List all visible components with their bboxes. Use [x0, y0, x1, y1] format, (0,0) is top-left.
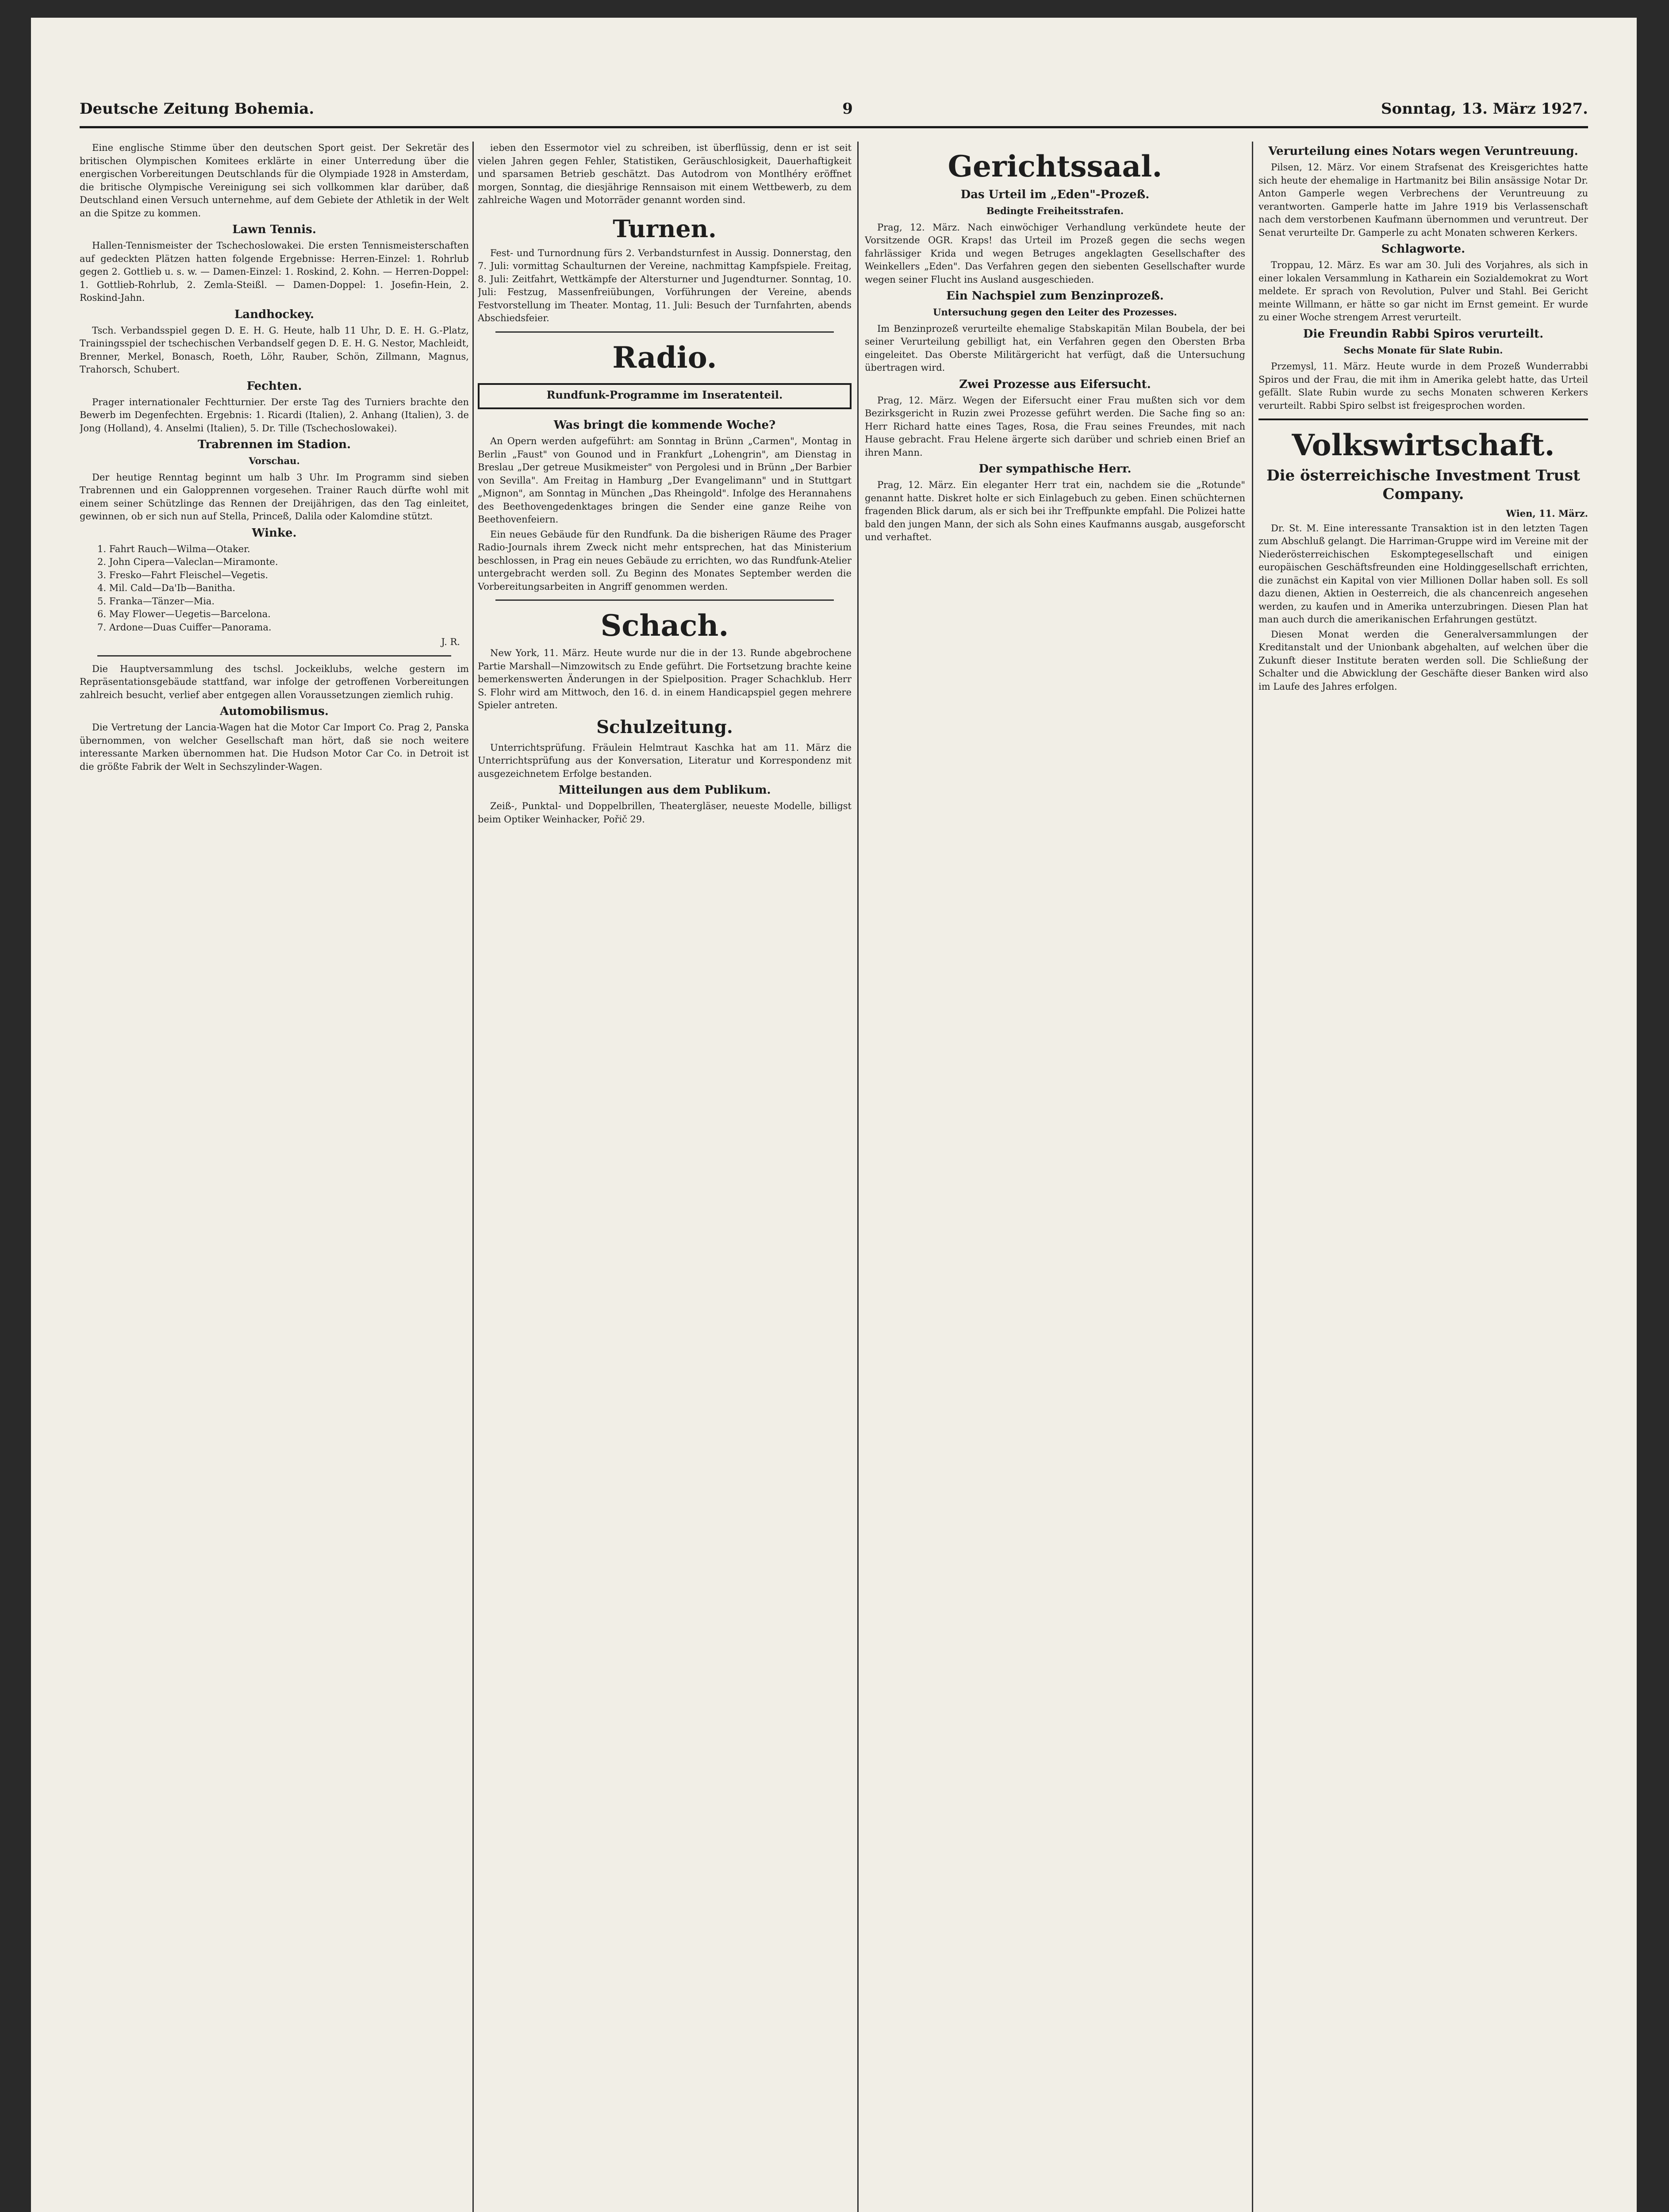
article-text: Diesen Monat werden die Generalversammlungen der Kreditanstalt und der Unionbank abgehalten, auf welchen über die Zukunft dieser Institute beraten werden soll. Die Schließung der Schalter und die Abwicklung der Geschäfte dieser Banken wird also im Laufe des Jahres erfolgen. — [1258, 629, 1588, 692]
masthead — [80, 95, 1588, 123]
divider — [495, 331, 834, 333]
list-item: 7. Ardone—Duas Cuiffer—Panorama. — [97, 622, 272, 633]
dateline: Wien, 11. März. — [1506, 508, 1588, 519]
divider — [495, 599, 834, 601]
article-text: Przemysl, 11. März. Heute wurde in dem Prozeß Wunderrabbi Spiros und der Frau, die mit ihm in Amerika gelebt hatte, das Urteil gefällt. Slate Rubin wurde zu sechs Monaten schweren Kerkers verurteilt. Rabbi Spiro selbst ist freigesprochen worden. — [1258, 361, 1588, 411]
box-caption: Rundfunk-Programme im Inseratenteil. — [546, 388, 783, 401]
article-text: Die Hauptversammlung des tschsl. Jockeiklubs, welche gestern im Repräsentationsgebäude stattfand, war infolge der getroffenen Vorbereitungen zahlreich besucht, verlief aber entgegen allen Voraussetzungen ziemlich ruhig. — [80, 663, 469, 700]
column-court — [865, 142, 1245, 2212]
list-item: 1. Fahrt Rauch—Wilma—Otaker. — [97, 543, 250, 554]
author-signature: J. R. — [441, 637, 460, 647]
article-text: Tsch. Verbandsspiel gegen D. E. H. G. Heute, halb 11 Uhr, D. E. H. G.-Platz, Trainingsspiel der tschechischen Verbandself gegen D. E. H. G. Nestor, Machleidt, Brenner, Merkel, Bonasch, Roeth, Löhr, Rauber, Schön, Zillmann, Magnus, Trahorsch, Schubert. — [80, 325, 469, 375]
column-two — [478, 142, 852, 2212]
article-text: ieben den Essermotor viel zu schreiben, ist überflüssig, denn er ist seit vielen Jahren gegen Fehler, Statistiken, Geräuschlosigkeit, Dauerhaftigkeit und sparsamen Betrieb geschätzt. Das Autodrom von Montlhéry eröffnet morgen, Sonntag, die diesjährige Rennsaison mit einem Wettbewerb, zu dem zahlreiche Wagen und Motorräder genannt worden sind. — [478, 142, 852, 205]
radio-box — [478, 383, 852, 410]
masthead-date: Sonntag, 13. März 1927. — [1381, 100, 1588, 118]
section-heading: Verurteilung eines Notars wegen Veruntreuung. — [1268, 145, 1578, 158]
article-text: Unterrichtsprüfung. Fräulein Helmtraut Kaschka hat am 11. März die Unterrichtsprüfung aus der Konversation, Literatur und Korrespondenz mit ausgezeichnetem Erfolge bestanden. — [478, 742, 852, 779]
section-heading: Schach. — [600, 608, 729, 643]
article-text: Hallen-Tennismeister der Tschechoslowakei. Die ersten Tennismeisterschaften auf gedeckten Plätzen hatten folgende Ergebnisse: Herren-Einzel: 1. Rohrlub gegen 2. Gottlieb u. s. w. — Damen-Einzel: 1. Roskind, 2. Kohn. — Herren-Doppel: 1. Gottlieb-Rohrlub, 2. Zemla-Steißl. — Damen-Doppel: 1. Josefin-Hein, 2. Roskind-Jahn. — [80, 240, 469, 303]
divider — [97, 655, 451, 657]
article-text: Ein neues Gebäude für den Rundfunk. Da die bisherigen Räume des Prager Radio-Journals ihrem Zweck nicht mehr entsprechen, hat das Ministerium beschlossen, in Prag ein neues Gebäude zu errichten, wo das Rundfunk-Atelier untergebracht werden soll. Zu Beginn des Monates September werden die Vorbereitungsarbeiten in Angriff genommen werden. — [478, 529, 852, 592]
subheading: Zwei Prozesse aus Eifersucht. — [959, 377, 1151, 391]
divider — [1258, 419, 1588, 420]
newspaper-page — [31, 18, 1637, 2212]
article-text: Die Vertretung der Lancia-Wagen hat die Motor Car Import Co. Prag 2, Panska übernommen, von welcher Gesellschaft man hört, daß sie noch weitere interessante Marken übernommen hat. Die Hudson Motor Car Co. in Detroit ist die größte Fabrik der Welt in Sechszylinder-Wagen. — [80, 722, 469, 772]
column-divider — [472, 142, 474, 2212]
article-text: Prag, 12. März. Nach einwöchiger Verhandlung verkündete heute der Vorsitzende OGR. Kraps! das Urteil im Prozeß gegen die sechs wegen fahrlässiger Krida und wegen Betruges angeklagten Gesellschafter des Weinkellers „Eden". Das Verfahren gegen den siebenten Gesellschafter wurde wegen seiner Flucht ins Ausland ausgeschieden. — [865, 222, 1245, 285]
section-heading: Gerichtssaal. — [948, 149, 1163, 184]
section-heading: Radio. — [612, 340, 717, 375]
section-heading: Fechten. — [246, 379, 302, 393]
column-sport — [80, 142, 469, 2212]
column-divider — [857, 142, 859, 2212]
subheading: Die österreichische Investment Trust Company. — [1266, 467, 1580, 503]
article-text: Dr. St. M. Eine interessante Transaktion ist in den letzten Tagen zum Abschluß gelangt. Die Harriman-Gruppe wird im Vereine mit der Niederösterreichischen Eskomptegesellschaft und einigen europäischen Geschäftsfreunden eine Holdinggesellschaft errichten, die zunächst ein Kapital von vier Millionen Dollar haben soll. Es soll dazu dienen, Aktien in Oesterreich, die als chancenreich angesehen werden, zu kaufen und in Amerika unterzubringen. Diesen Plan hat man auch durch die amerikanischen Erfahrungen gestützt. — [1258, 522, 1588, 625]
header-rule — [80, 126, 1588, 128]
section-heading: Turnen. — [613, 214, 717, 243]
masthead-title: Deutsche Zeitung Bohemia. — [80, 100, 315, 118]
section-heading: Schlagworte. — [1381, 242, 1466, 256]
list-item: 5. Franka—Tänzer—Mia. — [97, 595, 215, 607]
section-heading: Volkswirtschaft. — [1292, 428, 1555, 462]
list-item: 6. May Flower—Uegetis—Barcelona. — [97, 609, 271, 619]
tips-list — [80, 543, 469, 634]
article-text: New York, 11. März. Heute wurde nur die in der 13. Runde abgebrochene Partie Marshall—Nimzowitsch zu Ende geführt. Die Fortsetzung brachte keine bemerkenswerten Änderungen in der Spielposition. Prager Schachklub. Herr S. Flohr wird am Mittwoch, den 16. d. in einem Handicapspiel gegen mehrere Spieler antreten. — [478, 648, 852, 710]
article-text: Der heutige Renntag beginnt um halb 3 Uhr. Im Programm sind sieben Trabrennen und ein Galopprennen vorgesehen. Trainer Rauch dürfte wohl mit einem seiner Schützlinge das Rennen der Dreijährigen, das den Tag einleitet, gewinnen, ob er sich nun auf Stella, Princeß, Dalila oder Kalomdine stützt. — [80, 472, 469, 522]
article-text: Fest- und Turnordnung fürs 2. Verbandsturnfest in Aussig. Donnerstag, den 7. Juli: vormittag Schaulturnen der Vereine, nachmittag Kampfspiele. Freitag, 8. Juli: Zeitfahrt, Wettkämpfe der Altersturner und Jugendturner. Sonntag, 10. Juli: Festzug, Massenfreiübungen, Vorführungen der Vereine, abends Festvorstellung im Theater. Montag, 11. Juli: Besuch der Turnfahrten, abends Abschiedsfeier. — [478, 247, 852, 323]
column-divider — [1252, 142, 1253, 2212]
column-economy — [1258, 142, 1588, 2212]
list-item: 2. John Cipera—Valeclan—Miramonte. — [97, 557, 278, 567]
section-heading: Die Freundin Rabbi Spiros verurteilt. — [1303, 327, 1544, 341]
article-text: Zeiß-, Punktal- und Doppelbrillen, Theatergläser, neueste Modelle, billigst beim Optiker Weinhacker, Pořič 29. — [478, 801, 852, 825]
article-text: Troppau, 12. März. Es war am 30. Juli des Vorjahres, als sich in einer lokalen Versammlung in Katharein ein Sozialdemokrat zu Wort meldete. Er sprach von Revolution, Pulver und Stahl. Bei Gericht meinte Willmann, er hätte so gar nicht im Ernst gemeint. Er wurde zu einer Woche strengem Arrest verurteilt. — [1258, 260, 1588, 323]
subheading: Untersuchung gegen den Leiter des Prozesses. — [933, 307, 1177, 318]
article-text: Prag, 12. März. Ein eleganter Herr trat ein, nachdem sie die „Rotunde" genannt hatte. Diskret holte er sich Einlagebuch zu geben. Einen schüchternen fragenden Blick darum, als er sich bei ihr Treffpunkte empfahl. Die Polizei hatte bald den jungen Mann, der sich als Sohn eines Kaufmanns ausgab, ausgeforscht und verhaftet. — [865, 480, 1245, 542]
subheading: Bedingte Freiheitsstrafen. — [986, 205, 1124, 216]
section-heading: Trabrennen im Stadion. — [197, 438, 351, 451]
section-heading: Landhockey. — [234, 307, 315, 321]
article-text: Prag, 12. März. Wegen der Eifersucht einer Frau mußten sich vor dem Bezirksgericht in Ruzin zwei Prozesse geführt werden. Die Sache fing so an: Herr Richard hatte eines Tages, Rosa, die Frau seines Freundes, mit nach Hause gebracht. Frau Helene ärgerte sich darüber und schrieb einen Brief an ihren Mann. — [865, 395, 1245, 458]
list-item: 3. Fresko—Fahrt Fleischel—Vegetis. — [97, 569, 269, 580]
section-heading: Automobilismus. — [220, 705, 329, 718]
article-text: Im Benzinprozeß verurteilte ehemalige Stabskapitän Milan Boubela, der bei seiner Verurteilung gebilligt hat, ein Verfahren gegen den Obersten Brba eingeleitet. Das Oberste Militärgericht hat verfügt, daß die Untersuchung übertragen wird. — [865, 323, 1245, 373]
article-text: Pilsen, 12. März. Vor einem Strafsenat des Kreisgerichtes hatte sich heute der ehemalige in Hartmanitz bei Bilin ansässige Notar Dr. Anton Gamperle wegen Verbrechens der Veruntreuung zu verantworten. Gamperle hatte im Jahre 1919 bis Verlassenschaft nach dem verstorbenen Kaufmann übernommen und veruntreut. Der Senat verurteilte Dr. Gamperle zu acht Monaten schweren Kerkers. — [1258, 162, 1588, 238]
list-item: 4. Mil. Cald—Da'Ib—Banitha. — [97, 583, 235, 593]
section-heading: Schulzeitung. — [596, 716, 733, 737]
subheading: Ein Nachspiel zum Benzinprozeß. — [946, 289, 1164, 303]
subheading: Sechs Monate für Slate Rubin. — [1343, 344, 1503, 356]
subheading: Was bringt die kommende Woche? — [553, 419, 776, 432]
subheading: Der sympathische Herr. — [978, 462, 1132, 476]
article-text: An Opern werden aufgeführt: am Sonntag in Brünn „Carmen", Montag in Berlin „Faust" von Gounod und in Frankfurt „Lohengrin", am Dienstag in Breslau „Der getreue Musikmeister" von Pergolesi und in Brünn „Der Barbier von Sevilla". Am Freitag in Hamburg „Der Evangelimann" und in Stuttgart „Mignon", am Sonntag in München „Das Rheingold". Infolge des Herannahens des Beethovengedenktages bringen die Sender eine ganze Reihe von Beethovenfeiern. — [478, 436, 852, 525]
article-text: Eine englische Stimme über den deutschen Sport geist. Der Sekretär des britischen Olympischen Komitees erklärte in einer Unterredung über die energischen Vorbereitungen Deutschlands für die Olympiade 1928 in Amsterdam, die britische Olympische Vereinigung sei sich vollkommen klar darüber, daß Deutschland einen Versuch unternehme, auf dem Gebiete der Athletik in der Welt an die Spitze zu kommen. — [80, 142, 469, 219]
article-text: Prager internationaler Fechtturnier. Der erste Tag des Turniers brachte den Bewerb im Degenfechten. Ergebnis: 1. Ricardi (Italien), 2. Anhang (Italien), 3. de Jong (Holland), 4. Anselmi (Italien), 5. Dr. Tille (Tschechoslowakei). — [80, 396, 469, 434]
section-heading: Lawn Tennis. — [232, 223, 316, 236]
subheading: Vorschau. — [249, 455, 300, 466]
section-heading: Winke. — [252, 526, 297, 540]
section-heading: Mitteilungen aus dem Publikum. — [558, 783, 771, 797]
subheading: Das Urteil im „Eden"-Prozeß. — [960, 188, 1150, 201]
page-number: 9 — [842, 100, 853, 118]
